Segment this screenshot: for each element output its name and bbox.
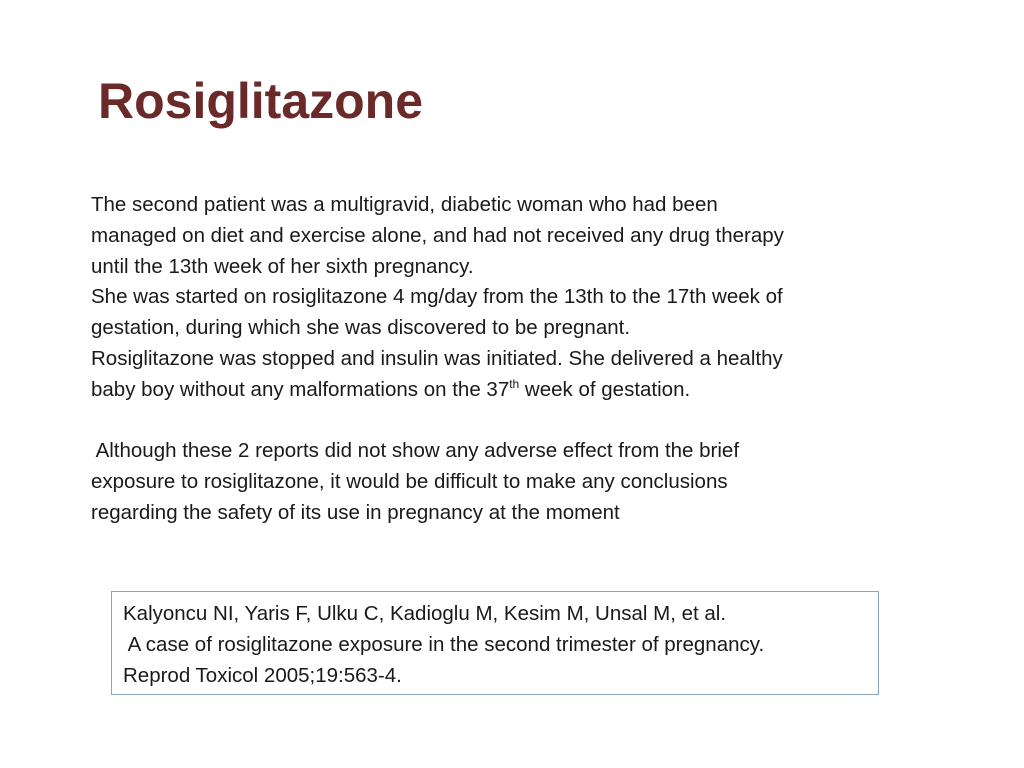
slide-body-text bbox=[91, 190, 921, 529]
body-line: until the 13th week of her sixth pregnancy. bbox=[91, 254, 474, 278]
reference-journal: Reprod Toxicol 2005;19:563-4. bbox=[123, 663, 402, 687]
paragraph-spacer bbox=[91, 406, 921, 437]
ordinal-superscript: th bbox=[509, 376, 520, 391]
body-text-segment: week of gestation. bbox=[519, 377, 691, 401]
body-text-segment: baby boy without any malformations on the 37 bbox=[91, 377, 510, 401]
body-line: Rosiglitazone was stopped and insulin was initiated. She delivered a healthy bbox=[91, 346, 783, 370]
body-line: regarding the safety of its use in pregnancy at the moment bbox=[91, 500, 620, 524]
body-line: gestation, during which she was discovered to be pregnant. bbox=[91, 316, 631, 340]
slide-title: Rosiglitazone bbox=[98, 73, 424, 129]
reference-article-title: A case of rosiglitazone exposure in the second trimester of pregnancy. bbox=[123, 632, 765, 656]
body-line: managed on diet and exercise alone, and had not received any drug therapy bbox=[91, 223, 784, 247]
body-line: exposure to rosiglitazone, it would be difficult to make any conclusions bbox=[91, 470, 728, 494]
reference-citation-box bbox=[111, 591, 879, 695]
reference-authors: Kalyoncu NI, Yaris F, Ulku C, Kadioglu M, Kesim M, Unsal M, et al. bbox=[123, 602, 727, 625]
body-line-with-superscript bbox=[91, 375, 921, 406]
body-line: Although these 2 reports did not show any adverse effect from the brief bbox=[91, 439, 740, 463]
body-line: The second patient was a multigravid, diabetic woman who had been bbox=[91, 193, 718, 216]
body-line: She was started on rosiglitazone 4 mg/day from the 13th to the 17th week of bbox=[91, 285, 783, 309]
